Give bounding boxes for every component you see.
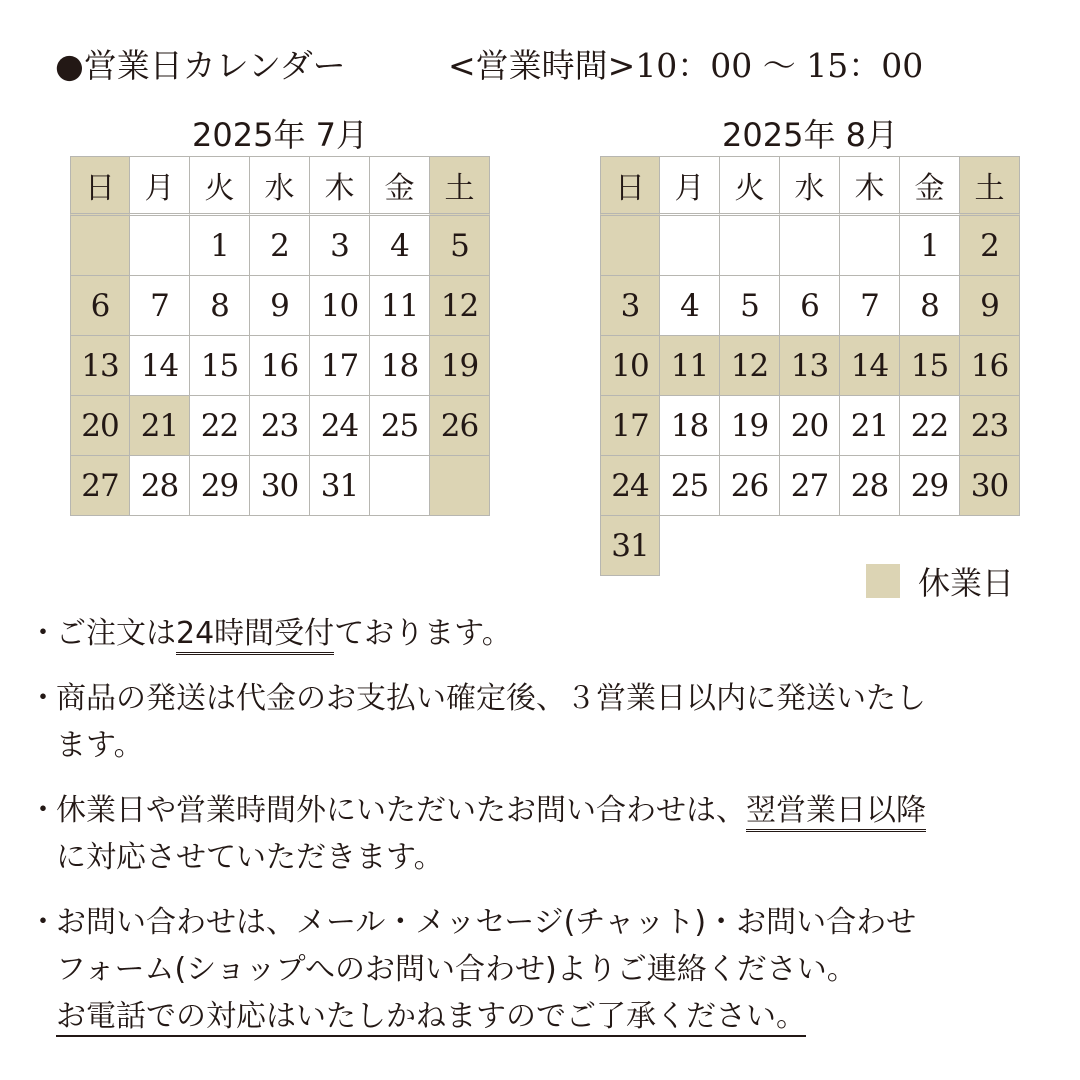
day-cell-closed: 6 — [70, 276, 130, 336]
day-cell: 16 — [250, 336, 310, 396]
day-cell — [660, 216, 720, 276]
note-text: ご注文は — [56, 616, 176, 651]
blank-space — [720, 516, 780, 576]
weekday-header-cell: 水 — [250, 156, 310, 216]
day-cell: 22 — [900, 396, 960, 456]
day-cell: 4 — [370, 216, 430, 276]
day-cell: 21 — [840, 396, 900, 456]
day-cell-closed — [600, 216, 660, 276]
day-cell: 9 — [250, 276, 310, 336]
weekday-header-cell: 土 — [960, 156, 1020, 216]
bullet: ・ — [28, 681, 58, 716]
day-cell: 29 — [190, 456, 250, 516]
day-cell-closed: 12 — [720, 336, 780, 396]
day-cell: 1 — [900, 216, 960, 276]
calendar-days — [600, 216, 1020, 576]
note-emphasis: 翌営業日以降 — [746, 793, 926, 832]
day-cell: 30 — [250, 456, 310, 516]
hours-time: 10：00 〜 15：00 — [635, 46, 924, 85]
day-cell: 7 — [130, 276, 190, 336]
day-cell — [840, 216, 900, 276]
weekday-header-cell: 土 — [430, 156, 490, 216]
day-cell: 3 — [310, 216, 370, 276]
day-cell: 18 — [370, 336, 430, 396]
day-cell: 22 — [190, 396, 250, 456]
day-cell-closed: 13 — [70, 336, 130, 396]
day-cell: 7 — [840, 276, 900, 336]
calendar-days — [70, 216, 490, 516]
weekday-header-cell: 日 — [600, 156, 660, 216]
day-cell-closed: 17 — [600, 396, 660, 456]
day-cell: 8 — [190, 276, 250, 336]
day-cell: 11 — [370, 276, 430, 336]
business-hours — [448, 40, 923, 87]
calendar-title: 2025年 8月 — [722, 116, 898, 154]
day-cell: 17 — [310, 336, 370, 396]
day-cell — [780, 216, 840, 276]
blank-space — [780, 516, 840, 576]
blank-space — [660, 516, 720, 576]
day-cell-closed: 9 — [960, 276, 1020, 336]
day-cell-closed: 21 — [130, 396, 190, 456]
weekday-header-cell: 金 — [370, 156, 430, 216]
day-cell: 2 — [250, 216, 310, 276]
day-cell: 27 — [780, 456, 840, 516]
day-cell-closed: 5 — [430, 216, 490, 276]
note-shipping — [28, 675, 1058, 769]
weekday-header-cell: 木 — [840, 156, 900, 216]
day-cell — [720, 216, 780, 276]
day-cell: 28 — [130, 456, 190, 516]
weekday-header — [70, 156, 490, 216]
weekday-header-cell: 水 — [780, 156, 840, 216]
day-cell-closed: 31 — [600, 516, 660, 576]
day-cell: 23 — [250, 396, 310, 456]
day-cell: 28 — [840, 456, 900, 516]
note-text: に対応させていただきます。 — [56, 840, 444, 875]
hours-label: <営業時間> — [448, 46, 636, 85]
weekday-header-cell: 火 — [190, 156, 250, 216]
day-cell-closed: 11 — [660, 336, 720, 396]
day-cell: 15 — [190, 336, 250, 396]
calendar-august — [600, 114, 1020, 576]
day-cell-closed — [70, 216, 130, 276]
legend — [866, 558, 1014, 604]
bullet: ・ — [28, 905, 58, 940]
day-cell-closed: 3 — [600, 276, 660, 336]
day-cell: 25 — [370, 396, 430, 456]
day-cell-closed: 19 — [430, 336, 490, 396]
day-cell: 25 — [660, 456, 720, 516]
day-cell — [370, 456, 430, 516]
note-contact — [28, 899, 1058, 1040]
day-cell-closed: 27 — [70, 456, 130, 516]
note-text: フォーム(ショップへのお問い合わせ)よりご連絡ください。 — [56, 952, 857, 987]
weekday-header-cell: 火 — [720, 156, 780, 216]
calendar-july — [70, 114, 490, 516]
note-emphasis: 24時間受付 — [176, 616, 334, 655]
weekday-header-cell: 木 — [310, 156, 370, 216]
weekday-header-cell: 月 — [130, 156, 190, 216]
notes-list — [28, 610, 1058, 1058]
day-cell: 10 — [310, 276, 370, 336]
day-cell-closed: 2 — [960, 216, 1020, 276]
page-title: ●営業日カレンダー — [55, 46, 346, 85]
day-cell: 24 — [310, 396, 370, 456]
day-cell: 8 — [900, 276, 960, 336]
calendar-title: 2025年 7月 — [192, 116, 368, 154]
day-cell-closed: 23 — [960, 396, 1020, 456]
bullet: ・ — [28, 793, 58, 828]
bullet: ・ — [28, 616, 58, 651]
day-cell: 5 — [720, 276, 780, 336]
day-cell: 6 — [780, 276, 840, 336]
day-cell: 20 — [780, 396, 840, 456]
weekday-header-cell: 月 — [660, 156, 720, 216]
day-cell-closed: 12 — [430, 276, 490, 336]
day-cell-closed: 20 — [70, 396, 130, 456]
note-text: お問い合わせは、メール・メッセージ(チャット)・お問い合わせ — [56, 905, 917, 940]
day-cell-closed — [430, 456, 490, 516]
weekday-header-cell: 日 — [70, 156, 130, 216]
legend-label: 休業日 — [918, 564, 1015, 602]
day-cell — [130, 216, 190, 276]
day-cell-closed: 10 — [600, 336, 660, 396]
day-cell: 29 — [900, 456, 960, 516]
day-cell-closed: 30 — [960, 456, 1020, 516]
day-cell: 1 — [190, 216, 250, 276]
legend-swatch — [866, 564, 900, 598]
note-text: 休業日や営業時間外にいただいたお問い合わせは、 — [56, 793, 746, 828]
day-cell: 19 — [720, 396, 780, 456]
day-cell-closed: 13 — [780, 336, 840, 396]
day-cell-closed: 14 — [840, 336, 900, 396]
day-cell-closed: 15 — [900, 336, 960, 396]
day-cell: 31 — [310, 456, 370, 516]
day-cell: 26 — [720, 456, 780, 516]
weekday-header-cell: 金 — [900, 156, 960, 216]
note-text: ております。 — [334, 616, 512, 651]
note-phone-disclaimer: お電話での対応はいたしかねますのでご了承ください。 — [56, 999, 806, 1037]
day-cell-closed: 16 — [960, 336, 1020, 396]
day-cell-closed: 26 — [430, 396, 490, 456]
day-cell-closed: 24 — [600, 456, 660, 516]
day-cell: 18 — [660, 396, 720, 456]
weekday-header — [600, 156, 1020, 216]
day-cell: 14 — [130, 336, 190, 396]
note-text: 商品の発送は代金のお支払い確定後、３営業日以内に発送いたし — [56, 681, 926, 716]
note-text: ます。 — [56, 728, 144, 763]
note-order — [28, 610, 1058, 657]
note-inquiry-timing — [28, 787, 1058, 881]
day-cell: 4 — [660, 276, 720, 336]
